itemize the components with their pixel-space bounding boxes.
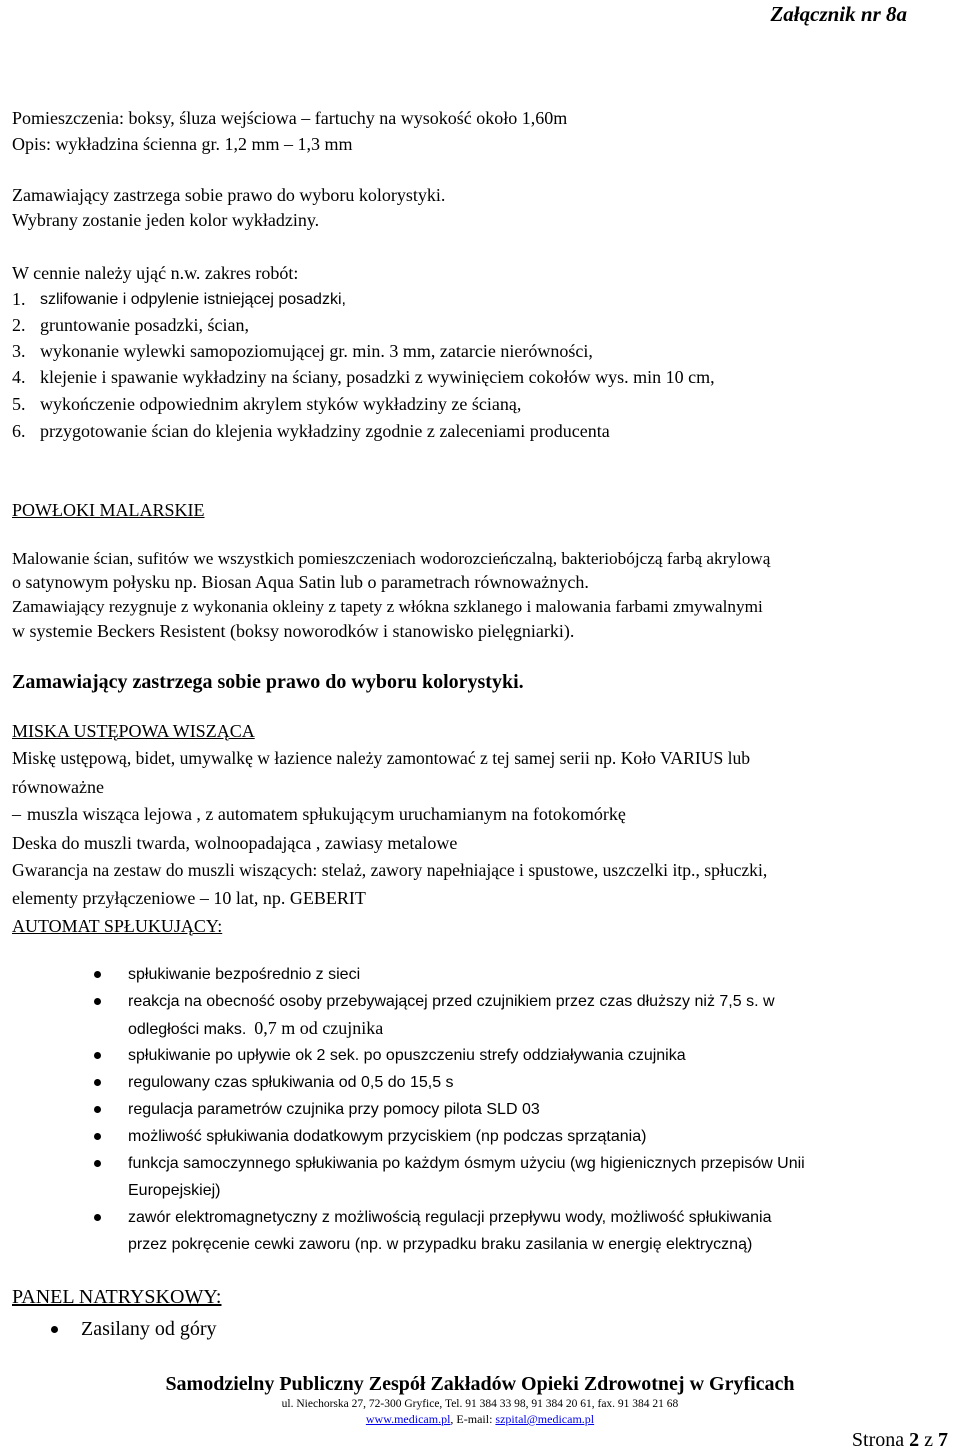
bullet-icon	[94, 1106, 101, 1113]
intro-line-2: Opis: wykładzina ścienna gr. 1,2 mm – 1,3 mm	[12, 134, 353, 154]
scope-item: klejenie i spawanie wykładziny na ściany, posadzki z wywinięciem cokołów wys. min 10 cm,	[40, 367, 715, 387]
bullet-icon	[94, 1214, 101, 1221]
warranty-paragraph: Gwarancja na zestaw do muszli wiszących: stelaż, zawory napełniające i spustowe, uszczelki itp., spłuczki,	[12, 860, 768, 880]
flush-item: regulowany czas spłukiwania od 0,5 do 15,5 s	[128, 1074, 454, 1091]
toilet-paragraph-1-cont: równoważne	[12, 777, 104, 797]
flush-item: reakcja na obecność osoby przebywającej przed czujnikiem przez czas dłuższy niż 7,5 s. w	[128, 993, 775, 1010]
intro-line-1: Pomieszczenia: boksy, śluza wejściowa – fartuchy na wysokość około 1,60m	[12, 108, 568, 128]
intro-line-3: Zamawiający zastrzega sobie prawo do wyboru kolorystyki.	[12, 185, 446, 205]
dash-marker: –	[12, 804, 21, 824]
panel-item: Zasilany od góry	[81, 1318, 217, 1340]
page-number	[852, 1428, 948, 1452]
scope-item-num: 2.	[12, 315, 26, 335]
flush-item-cont: Europejskiej)	[128, 1182, 221, 1199]
flush-item-cont	[128, 1017, 383, 1040]
flush-item: spłukiwanie bezpośrednio z sieci	[128, 966, 361, 983]
flush-item: funkcja samoczynnego spłukiwania po każdym ósmym użyciu (wg higienicznych przepisów Unii	[128, 1155, 805, 1172]
footer-contact	[0, 1412, 960, 1426]
scope-item: gruntowanie posadzki, ścian,	[40, 315, 249, 335]
scope-heading: W cennie należy ująć n.w. zakres robót:	[12, 263, 299, 283]
panel-heading: PANEL NATRYSKOWY:	[12, 1286, 222, 1308]
email-link[interactable]: szpital@medicam.pl	[495, 1412, 595, 1426]
paint-paragraph-2: Zamawiający rezygnuje z wykonania okleiny z tapety z włókna szklanego i malowania farbami zmywalnymi	[12, 597, 763, 616]
scope-item-num: 5.	[12, 394, 26, 414]
bullet-icon	[94, 1052, 101, 1059]
scope-item-num: 3.	[12, 341, 26, 361]
flush-item-cont-serif: 0,7 m od czujnika	[254, 1018, 384, 1038]
paint-paragraph-1-cont: o satynowym połysku np. Biosan Aqua Satin lub o parametrach równoważnych.	[12, 572, 589, 592]
scope-item: przygotowanie ścian do klejenia wykładziny zgodnie z zaleceniami producenta	[40, 421, 610, 441]
flush-item: zawór elektromagnetyczny z możliwością regulacji przepływu wody, możliwość spłukiwania	[128, 1209, 772, 1226]
flush-item: spłukiwanie po upływie ok 2 sek. po opuszczeniu strefy oddziaływania czujnika	[128, 1047, 686, 1064]
flush-item: regulacja parametrów czujnika przy pomocy pilota SLD 03	[128, 1101, 540, 1118]
page-word: Strona	[851, 1429, 905, 1451]
toilet-seat-spec: Deska do muszli twarda, wolnoopadająca , zawiasy metalowe	[12, 833, 458, 853]
toilet-bowl-spec: muszla wisząca lejowa , z automatem spłukującym uruchamianym na fotokomórkę	[27, 804, 626, 824]
paint-paragraph-1: Malowanie ścian, sufitów we wszystkich pomieszczeniach wodorozcieńczalną, bakteriobójczą farbą akrylową	[12, 549, 771, 568]
flush-item-cont-sans: odległości maks.	[128, 1021, 247, 1038]
warranty-paragraph-cont: elementy przyłączeniowe – 10 lat, np. GEBERIT	[12, 888, 366, 908]
bullet-icon	[51, 1326, 58, 1333]
paint-heading: POWŁOKI MALARSKIE	[12, 500, 205, 520]
total-pages: 7	[938, 1429, 948, 1451]
current-page: 2	[909, 1429, 920, 1451]
paint-paragraph-2-cont: w systemie Beckers Resistent (boksy noworodków i stanowisko pielęgniarki).	[12, 621, 575, 641]
bullet-icon	[94, 1133, 101, 1140]
footer-organization: Samodzielny Publiczny Zespół Zakładów Opieki Zdrowotnej w Gryficach	[165, 1373, 795, 1395]
scope-item-num: 1.	[12, 289, 26, 309]
intro-line-4: Wybrany zostanie jeden kolor wykładziny.	[12, 210, 320, 230]
scope-item: wykonanie wylewki samopoziomującej gr. min. 3 mm, zatarcie nierówności,	[40, 341, 593, 361]
bullet-icon	[94, 971, 101, 978]
website-link[interactable]: www.medicam.pl	[365, 1412, 451, 1426]
attachment-label: Załącznik nr 8a	[770, 2, 907, 26]
bullet-icon	[94, 1079, 101, 1086]
scope-item-num: 4.	[12, 367, 26, 387]
scope-item: szlifowanie i odpylenie istniejącej posadzki,	[40, 291, 346, 308]
toilet-heading: MISKA USTĘPOWA WISZĄCA	[12, 721, 255, 741]
bullet-icon	[94, 998, 101, 1005]
bullet-icon	[94, 1160, 101, 1167]
email-label: , E-mail:	[450, 1412, 496, 1426]
toilet-paragraph-1: Miskę ustępową, bidet, umywalkę w łazience należy zamontować z tej samej serii np. Koło VARIUS lub	[12, 748, 751, 768]
page-separator: z	[924, 1429, 933, 1451]
color-choice-note: Zamawiający zastrzega sobie prawo do wyboru kolorystyki.	[12, 671, 524, 693]
scope-item: wykończenie odpowiednim akrylem styków wykładziny ze ścianą,	[40, 394, 522, 414]
footer-address: ul. Niechorska 27, 72-300 Gryfice, Tel. 91 384 33 98, 91 384 20 61, fax. 91 384 21 68	[281, 1398, 679, 1410]
flush-item: możliwość spłukiwania dodatkowym przyciskiem (np podczas sprzątania)	[128, 1128, 647, 1145]
scope-item-num: 6.	[12, 421, 26, 441]
flush-heading: AUTOMAT SPŁUKUJĄCY:	[12, 916, 223, 936]
flush-item-cont: przez pokręcenie cewki zaworu (np. w przypadku braku zasilania w energię elektryczną)	[128, 1236, 753, 1253]
